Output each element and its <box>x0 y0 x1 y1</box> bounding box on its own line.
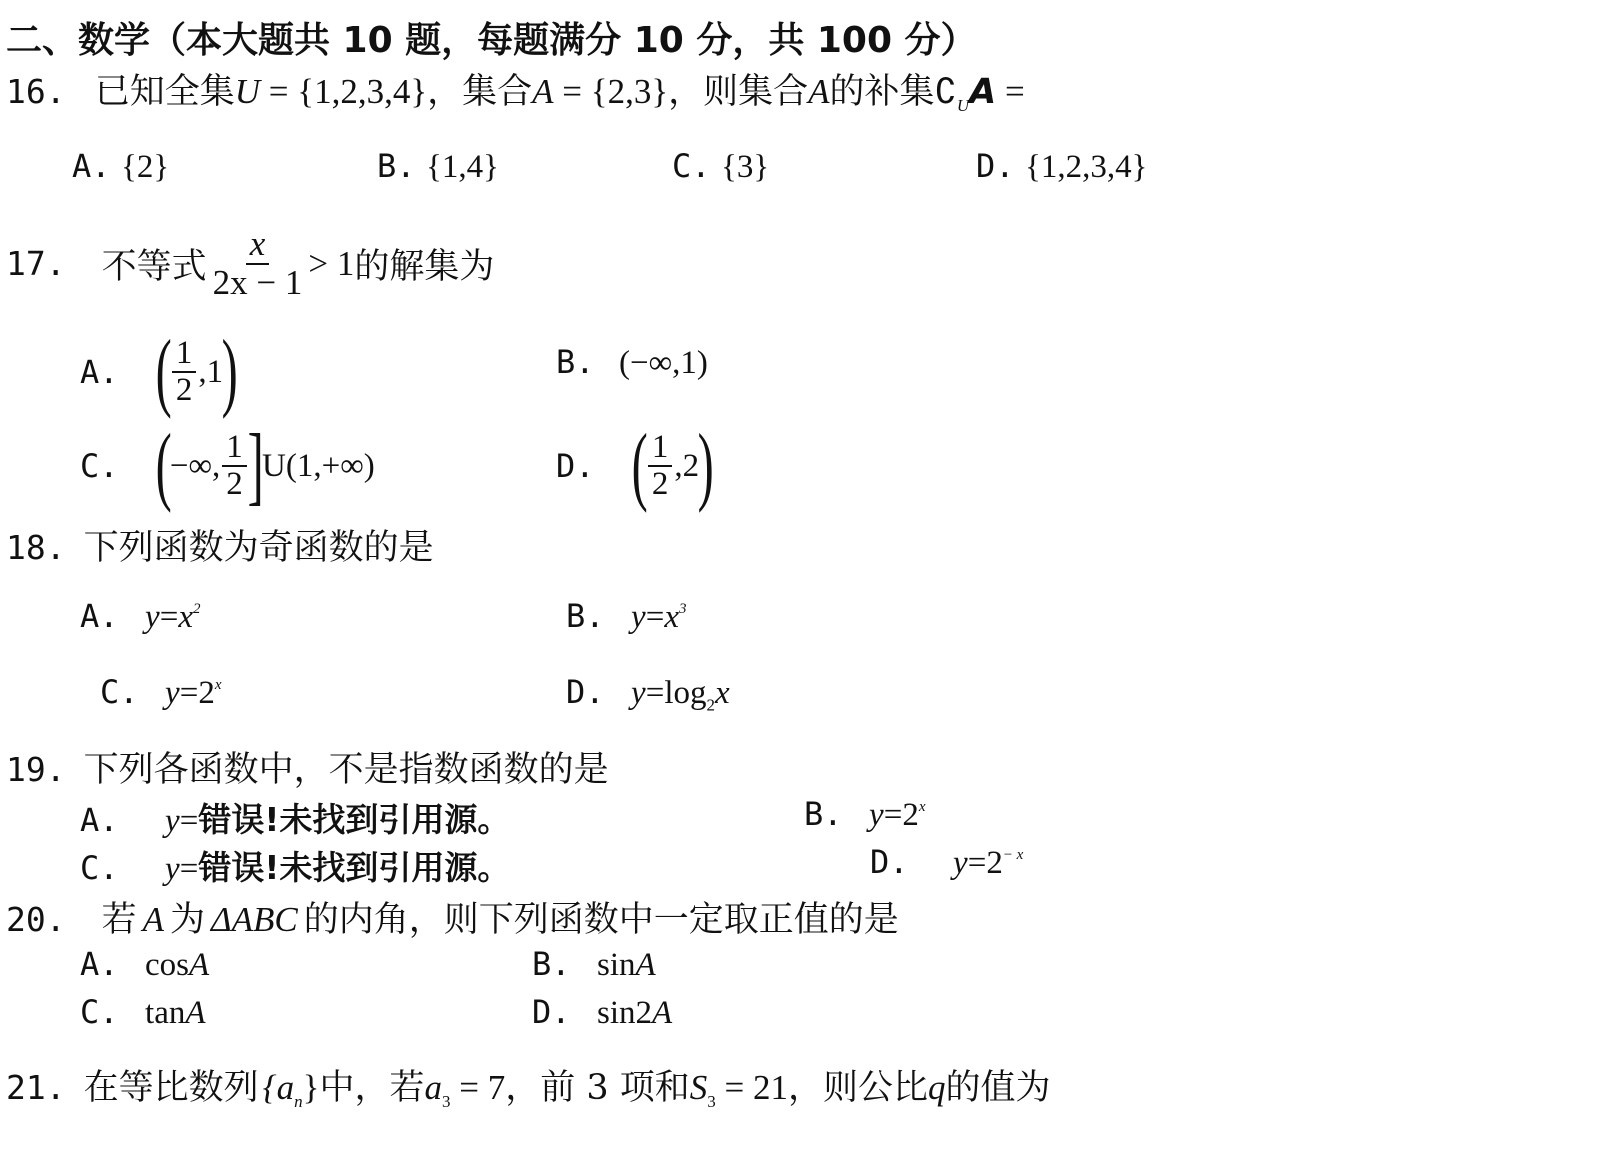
math-num: 2 <box>986 845 1003 881</box>
option-label: A. <box>80 353 119 391</box>
stem-text: 的值为 <box>945 1068 1051 1108</box>
option-c <box>100 672 221 712</box>
option-d <box>870 842 1023 882</box>
math-eq: = <box>179 851 199 887</box>
error-text: 错误!未找到引用源。 <box>198 848 511 887</box>
math-var: y <box>165 675 180 711</box>
option-label: B. <box>556 343 595 381</box>
math-var: A <box>635 947 656 983</box>
stem-text: ，则公比 <box>787 1068 928 1108</box>
complement-symbol: ∁ <box>934 72 957 111</box>
option-label: D. <box>566 673 605 711</box>
option-b <box>556 342 708 382</box>
option-text: {2} <box>121 149 170 185</box>
option-a <box>80 596 200 636</box>
math-sub: 3 <box>441 1092 451 1111</box>
option-c <box>80 992 206 1032</box>
math-fn: log <box>664 675 707 711</box>
math-eq: = 21 <box>715 1068 788 1107</box>
option-label: D. <box>532 993 571 1031</box>
fraction-numerator: 1 <box>222 430 247 467</box>
question-number: 19. <box>6 750 66 789</box>
math-eq: = <box>179 675 199 711</box>
option-text: U(1,+∞) <box>262 447 375 484</box>
math-set: = {1,2,3,4} <box>260 72 428 111</box>
option-d <box>566 672 730 716</box>
option-label: D. <box>556 447 595 485</box>
math-exp: 2 <box>192 601 201 617</box>
math-num: 2 <box>198 675 215 711</box>
option-label: B. <box>377 147 416 185</box>
stem-text: ，集合 <box>427 72 533 112</box>
math-fn: sin2 <box>597 995 653 1031</box>
option-b <box>377 146 499 186</box>
math-eq: = <box>967 845 987 881</box>
option-b <box>804 794 925 834</box>
stem-text: 的补集 <box>829 72 935 112</box>
option-text: {3} <box>721 149 770 185</box>
option-a <box>80 944 209 984</box>
math-fn: tan <box>145 995 186 1031</box>
option-label: B. <box>804 795 843 833</box>
stem-text: 下列各函数中，不是指数函数的是 <box>83 750 609 790</box>
math-var: S <box>689 1068 708 1107</box>
math-sub: 3 <box>707 1092 716 1111</box>
question-18 <box>6 520 434 570</box>
math-ineq: > 1 <box>308 243 355 283</box>
option-c <box>672 146 769 186</box>
math-fn: sin <box>597 947 636 983</box>
math-var: a <box>424 1068 442 1107</box>
math-var: A <box>969 72 997 112</box>
math-eq: = <box>883 797 903 833</box>
fraction-denominator: 2 <box>651 466 669 502</box>
math-var: x <box>178 599 193 635</box>
stem-text: 若 <box>101 900 137 940</box>
math-eq: = <box>159 599 179 635</box>
math-var: A <box>808 72 830 111</box>
question-21 <box>6 1060 1051 1112</box>
math-num: 2 <box>902 797 919 833</box>
fraction-denominator: 2x − 1 <box>212 262 303 302</box>
stem-text: 不等式 <box>101 246 207 287</box>
option-text: {1,4} <box>426 149 499 185</box>
stem-text: ，前 3 项和 <box>505 1068 690 1108</box>
option-b <box>532 944 656 984</box>
math-set: = {2,3} <box>553 72 669 111</box>
option-d <box>532 992 672 1032</box>
stem-text: ，则集合 <box>668 72 809 112</box>
option-label: C. <box>672 147 711 185</box>
stem-text: 为 <box>170 900 206 940</box>
fraction <box>648 430 673 501</box>
option-b <box>566 596 686 636</box>
math-sub: 2 <box>706 695 715 715</box>
fraction <box>209 226 307 302</box>
fraction <box>172 336 197 407</box>
math-eq: = <box>645 599 665 635</box>
option-text: (−∞,1) <box>619 345 708 381</box>
math-var: y <box>631 675 646 711</box>
fraction-denominator: 2 <box>175 372 193 408</box>
stem-text: 的内角，则下列函数中一定取正值的是 <box>303 900 899 940</box>
stem-text: 下列函数为奇函数的是 <box>83 528 434 568</box>
math-eq: = 7 <box>450 1068 506 1107</box>
math-var: A <box>652 995 673 1031</box>
question-20 <box>6 892 899 942</box>
fraction-denominator: 2 <box>226 466 243 502</box>
option-label: C. <box>80 849 119 887</box>
option-a: A. ( $\frac{1}{2}$ ,1 ) <box>80 323 238 420</box>
math-eq: = <box>645 675 665 711</box>
section-title: 二、数学（本大题共 10 题，每题满分 10 分，共 100 分） <box>6 20 977 61</box>
stem-text: 在等比数列 <box>83 1068 259 1108</box>
option-label: B. <box>532 945 571 983</box>
math-exp: 3 <box>678 601 687 617</box>
option-a <box>72 146 169 186</box>
option-d: D. ( $\frac{1}{2}$ ,2 ) <box>556 417 714 514</box>
question-19 <box>6 742 609 792</box>
option-label: B. <box>566 597 605 635</box>
question-number: 16. <box>6 72 66 111</box>
fraction <box>222 430 247 501</box>
option-c <box>80 842 510 889</box>
math-var: A <box>189 947 210 983</box>
option-text: ,1 <box>198 353 224 390</box>
option-text: −∞, <box>169 447 221 484</box>
option-c: C. ( −∞, $\frac{1}{2}$ ] U(1,+∞) <box>80 417 375 514</box>
question-number: 18. <box>6 528 66 567</box>
math-fn: cos <box>145 947 190 983</box>
question-number: 21. <box>6 1068 66 1107</box>
math-sub: U <box>956 96 970 115</box>
math-sub: n <box>294 1092 303 1111</box>
option-label: C. <box>100 673 139 711</box>
option-label: D. <box>870 843 909 881</box>
question-17 <box>6 226 494 302</box>
math-triangle: ΔABC <box>211 900 298 939</box>
option-label: A. <box>80 945 119 983</box>
math-var: y <box>165 803 180 839</box>
stem-text: 的解集为 <box>354 246 495 287</box>
option-label: C. <box>80 447 119 485</box>
option-label: A. <box>80 801 119 839</box>
math-var: A <box>532 72 554 111</box>
math-var: y <box>631 599 646 635</box>
fraction-numerator: 1 <box>172 336 197 373</box>
math-seq: {a <box>262 1068 295 1107</box>
stem-text: 中，若 <box>319 1068 425 1108</box>
error-text: 错误!未找到引用源。 <box>198 800 511 839</box>
stem-text: 已知全集 <box>94 72 235 112</box>
math-var: y <box>953 845 968 881</box>
math-eq: = <box>996 72 1025 111</box>
math-exp: x <box>214 677 222 693</box>
math-seq: } <box>302 1068 320 1107</box>
question-16 <box>6 64 1025 116</box>
option-d <box>976 146 1147 186</box>
option-label: D. <box>976 147 1015 185</box>
math-eq: = <box>179 803 199 839</box>
option-a <box>80 794 510 841</box>
math-exp: x <box>918 799 926 815</box>
math-var: x <box>714 675 730 711</box>
math-var: y <box>869 797 884 833</box>
math-exp: − x <box>1002 847 1024 863</box>
option-text: ,2 <box>674 447 700 484</box>
math-var: y <box>145 599 160 635</box>
math-var: y <box>165 851 180 887</box>
option-label: A. <box>72 147 111 185</box>
math-var: x <box>664 599 679 635</box>
math-var: U <box>234 72 261 111</box>
question-number: 20. <box>6 900 66 939</box>
option-label: A. <box>80 597 119 635</box>
fraction-numerator: x <box>246 226 270 265</box>
math-var: q <box>928 1068 946 1107</box>
option-label: C. <box>80 993 119 1031</box>
option-text: {1,2,3,4} <box>1025 149 1148 185</box>
math-var: A <box>142 900 165 939</box>
fraction-numerator: 1 <box>648 430 673 467</box>
math-var: A <box>185 995 206 1031</box>
question-number: 17. <box>6 244 66 284</box>
